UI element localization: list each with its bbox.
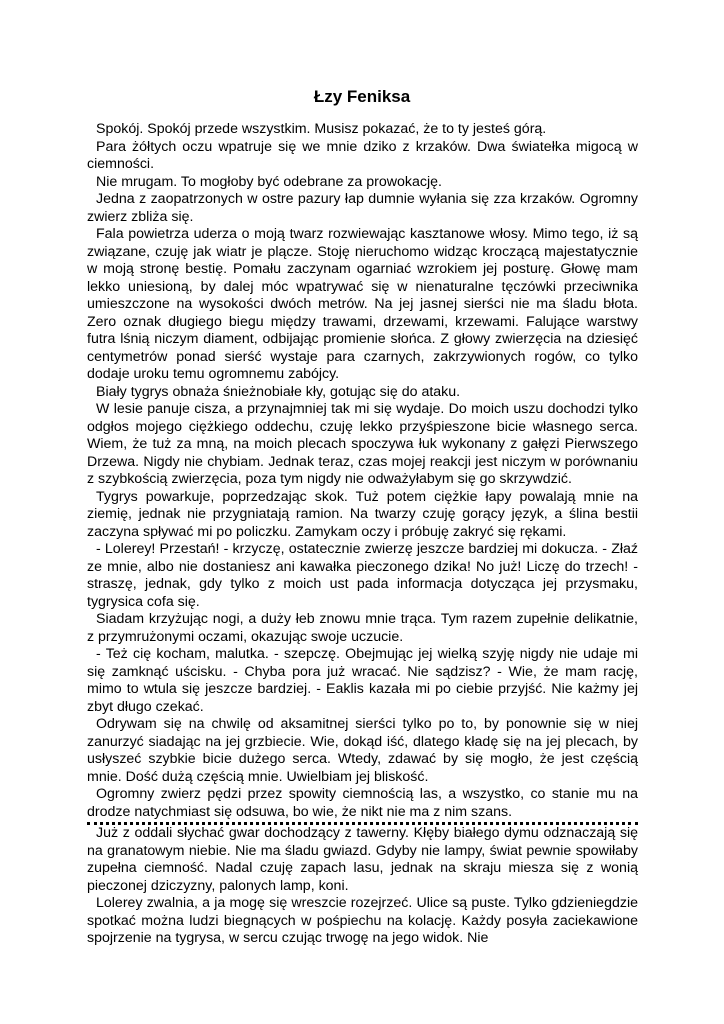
paragraph: Biały tygrys obnaża śnieżnobiałe kły, gotując się do ataku. [96, 383, 461, 400]
document-body [87, 121, 638, 948]
paragraph: Lolerey zwalnia, a ja mogę się wreszcie rozejrzeć. Ulice są puste. Tylko gdzieniegdzie spotkać można ludzi biegnących w pośpiechu na kolację. Każdy posyła zaciekawione spojrzenie na tygrysa, w sercu czując trwogę na jego widok. Nie [87, 895, 638, 946]
paragraph: Ogromny zwierz pędzi przez spowity ciemnością las, a wszystko, co stanie mu na drodze natychmiast się odsuwa, bo wie, że nikt nie ma z nim szans. [87, 786, 638, 820]
paragraph: W lesie panuje cisza, a przynajmniej tak mi się wydaje. Do moich uszu dochodzi tylko odgłos mojego ciężkiego oddechu, czuję lekko przyśpieszone bicie własnego serca. Wiem, że tuż za mną, na moich plecach spoczywa łuk wykonany z gałęzi Pierwszego Drzewa. Nigdy nie chybiam. Jednak teraz, czas mojej reakcji jest niczym w porównaniu z szybkością zwierzęcia, poza tym nigdy nie odważyłabym się go skrzywdzić. [87, 401, 638, 487]
paragraph: Spokój. Spokój przede wszystkim. Musisz pokazać, że to ty jesteś górą. [96, 121, 547, 137]
paragraph: Jedna z zaopatrzonych w ostre pazury łap dumnie wyłania się zza krzaków. Ogromny zwierz zbliża się. [87, 191, 638, 225]
paragraph: Nie mrugam. To mogłoby być odebrane za prowokację. [96, 173, 442, 190]
paragraph: Fala powietrza uderza o moją twarz rozwiewając kasztanowe włosy. Mimo tego, iż są związane, czuję jak wiatr je plącze. Stoję nieruchomo widząc kroczącą majestatycznie w moją stronę bestię. Pomału zaczynam ogarniać wzrokiem jej posturę. Głowę mam lekko uniesioną, by dalej móc wpatrywać się w nienaturalne tęczówki przeciwnika umieszczone na wysokości dwóch metrów. Na jej jasnej sierści nie ma śladu błota. Zero oznak długiego biegu między trawami, drzewami, krzewami. Falujące warstwy futra lśnią niczym diament, odbijając promienie słońca. Z głowy zwierzęcia na dziesięć centymetrów ponad sierść wystaje para czarnych, zakrzywionych rogów, co tylko dodaje uroku temu ogromnemu zabójcy. [87, 226, 638, 382]
paragraph: Siadam krzyżując nogi, a duży łeb znowu mnie trąca. Tym razem zupełnie delikatnie, z przymrużonymi oczami, okazując swoje uczucie. [87, 611, 638, 645]
document-title: Łzy Feniksa [313, 87, 411, 106]
paragraph: Tygrys powarkuje, poprzedzając skok. Tuż potem ciężkie łapy powalają mnie na ziemię, jednak nie przygniatają ramion. Na twarzy czuję gorący język, a ślina bestii zaczyna spływać mi po policzku. Zamykam oczy i próbuję zakryć się rękami. [87, 488, 638, 540]
paragraph: Para żółtych oczu wpatruje się we mnie dziko z krzaków. Dwa światełka migocą w ciemności. [87, 138, 638, 172]
paragraph: - Lolerey! Przestań! - krzyczę, ostatecznie zwierzę jeszcze bardziej mi dokucza. - Złaź ze mnie, albo nie dostaniesz ani kawałka pieczonego dzika! No już! Liczę do trzech! - straszę, jednak, gdy tylko z moich ust pada informacja dotycząca jej przysmaku, tygrysica cofa się. [87, 541, 638, 610]
paragraph: Już z oddali słychać gwar dochodzący z tawerny. Kłęby białego dymu odznaczają się na granatowym niebie. Nie ma śladu gwiazd. Gdyby nie lampy, świat pewnie spowiłaby zupełna ciemność. Nadal czuję zapach lasu, jednak na skraju miesza się z wonią pieczonej dziczyzny, palonych lamp, koni. [87, 825, 638, 894]
paragraph: - Też cię kocham, malutka. - szepczę. Obejmując jej wielką szyję nigdy nie udaje mi się zamknąć uścisku. - Chyba pora już wracać. Nie sądzisz? - Wie, że mam rację, mimo to wtula się jeszcze bardziej. - Eaklis kazała mi po ciebie przyjść. Nie każmy jej zbyt długo czekać. [87, 646, 638, 715]
paragraph: Odrywam się na chwilę od aksamitnej sierści tylko po to, by ponownie się w niej zanurzyć siadając na jej grzbiecie. Wie, dokąd iść, dlatego kładę się na jej plecach, by usłyszeć szybkie bicie dużego serca. Wtedy, zdawać by się mogło, że jest częścią mnie. Dość dużą częścią mnie. Uwielbiam jej bliskość. [87, 716, 638, 785]
